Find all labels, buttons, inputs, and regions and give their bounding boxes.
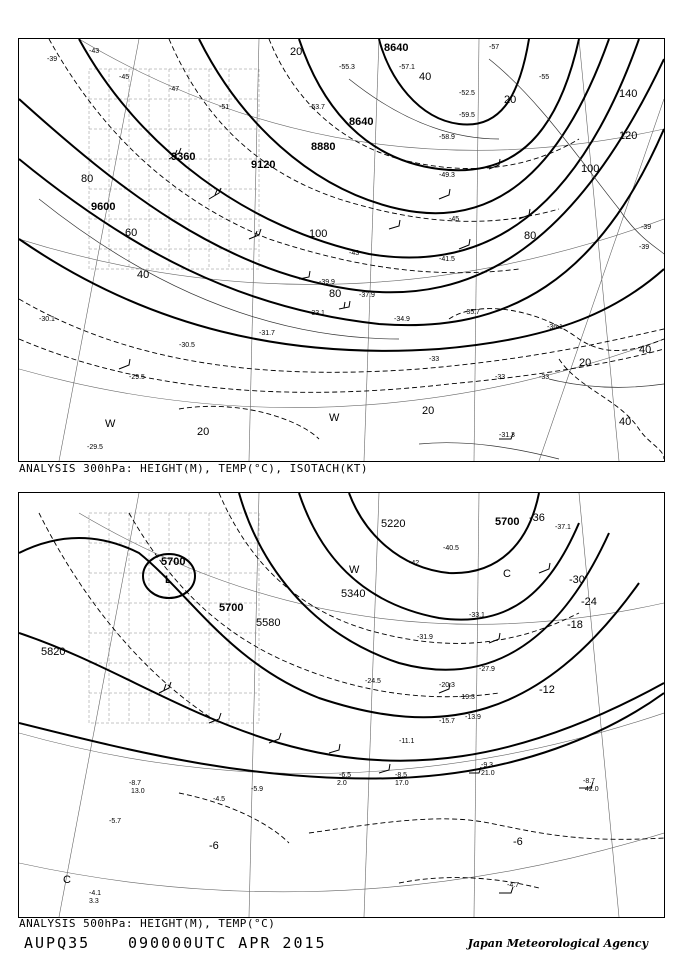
height-label-8640a: 8640 [384, 42, 409, 54]
isotach-label: 40 [419, 71, 432, 83]
temp-label: -39 [639, 244, 650, 251]
temp-label: -39 [47, 56, 58, 63]
temp-label: -5.7 [109, 818, 122, 825]
caption-300hpa: ANALYSIS 300hPa: HEIGHT(M), TEMP(°C), ISOTACH(KT) [19, 462, 369, 475]
temp-contour-label: -24 [581, 596, 597, 608]
isotach-label: 40 [137, 269, 150, 281]
temp-label: -57 [489, 44, 500, 51]
temp-label: -45 [119, 74, 130, 81]
temp-label: -39 [641, 224, 652, 231]
isotach-label: 80 [524, 230, 537, 242]
temp-label: 21.0 [481, 770, 495, 777]
temp-label: -4.1 [89, 890, 102, 897]
temp-label: -33 [429, 356, 440, 363]
temp-label: -31.7 [259, 330, 275, 337]
temp-label: -11.1 [399, 738, 415, 745]
chart-code: AUPQ35 [24, 934, 91, 952]
map-500hpa-svg [19, 493, 664, 917]
isotach-label: 120 [619, 130, 638, 142]
temp-label: -33 [495, 374, 506, 381]
temp-contour-labels [209, 512, 597, 852]
isotach-label: 80 [329, 288, 342, 300]
temp-label: -8.7 [129, 780, 142, 787]
isotach-label: 140 [619, 88, 638, 100]
temp-label: -33.1 [309, 310, 325, 317]
isotach-label: 20 [504, 94, 517, 106]
warm-mark: W [349, 564, 360, 576]
isotach-label: 100 [581, 163, 600, 175]
temp-label: -36.1 [547, 324, 563, 331]
height-label-5700: 5700 [219, 602, 244, 614]
temp-label: -43 [349, 250, 360, 257]
temp-label: -9.3 [481, 762, 494, 769]
temp-label: 2.0 [337, 780, 347, 787]
height-labels [91, 42, 408, 213]
temp-label: 3.3 [89, 898, 99, 905]
height-label-9360: 9360 [171, 151, 196, 163]
temp-label: -31.9 [417, 634, 433, 641]
temp-label: -29.5 [129, 374, 145, 381]
temp-label: -39.9 [319, 279, 335, 286]
map-500hpa [18, 492, 665, 918]
height-label-5700b: 5700 [495, 516, 520, 528]
height-label-9120: 9120 [251, 159, 276, 171]
temp-label: -34.9 [394, 316, 410, 323]
marks [105, 412, 340, 430]
temp-label: -57.1 [399, 64, 415, 71]
temp-label: -40.5 [443, 545, 459, 552]
temp-contour-label: -6 [209, 840, 219, 852]
temp-label: -4.7 [507, 882, 520, 889]
low-mark: L [165, 574, 172, 586]
temp-label: -8.7 [583, 778, 596, 785]
temp-label: -42 [409, 560, 420, 567]
temp-contour-label: -18 [567, 619, 583, 631]
height-contours [19, 39, 664, 351]
temp-contour-label: -6 [513, 836, 523, 848]
map-300hpa-svg [19, 39, 664, 461]
isotach-label: 100 [309, 228, 328, 240]
temp-label: -35.7 [464, 309, 480, 316]
temp-label: -58.9 [439, 134, 455, 141]
temp-label: -55.3 [339, 64, 355, 71]
caption-500hpa: ANALYSIS 500hPa: HEIGHT(M), TEMP(°C) [19, 917, 276, 930]
temp-label: -31.3 [499, 432, 515, 439]
graticule [19, 39, 664, 461]
temp-label: -37.9 [359, 292, 375, 299]
cold-mark: C [503, 568, 511, 580]
isotach-label: 60 [125, 227, 138, 239]
marks [63, 564, 511, 886]
temp-contour-label: -30 [569, 574, 585, 586]
isotach-label: 80 [81, 173, 94, 185]
temp-contour-label: -36 [529, 512, 545, 524]
height-label-9600: 9600 [91, 201, 116, 213]
height-contours [19, 493, 664, 779]
height-label-5220: 5220 [381, 518, 406, 530]
temp-label: 13.0 [131, 788, 145, 795]
temp-label: -30.1 [39, 316, 55, 323]
temp-label: -6.5 [339, 772, 352, 779]
hatched-region [89, 513, 259, 723]
temp-label: -30.5 [179, 342, 195, 349]
isotach-labels [81, 46, 651, 438]
map-300hpa [18, 38, 665, 462]
temp-label: -49.3 [439, 172, 455, 179]
isotach-label: 20 [579, 357, 592, 369]
height-label-5580: 5580 [256, 617, 281, 629]
isotherms [39, 493, 664, 888]
height-label-5340: 5340 [341, 588, 366, 600]
temp-label: -15.7 [439, 718, 455, 725]
warm-mark: W [105, 418, 116, 430]
temp-label: -51 [219, 104, 230, 111]
wind-barbs [119, 148, 530, 439]
isotach-label: 20 [290, 46, 303, 58]
temp-label: -59.5 [459, 112, 475, 119]
temp-label: -24.5 [365, 678, 381, 685]
temp-label: 17.0 [395, 780, 409, 787]
height-label-8640b: 8640 [349, 116, 374, 128]
height-labels [41, 516, 519, 658]
temp-label: -45 [449, 216, 460, 223]
temp-label: -41.5 [439, 256, 455, 263]
temp-label: -29.5 [87, 444, 103, 451]
temp-label: -19.3 [459, 694, 475, 701]
temp-label: -33.1 [469, 612, 485, 619]
temp-label: -27.9 [479, 666, 495, 673]
temp-label: 42.0 [585, 786, 599, 793]
temp-label: -33 [539, 374, 550, 381]
temp-label: -8.5 [395, 772, 408, 779]
height-label-5700-low: 5700 [161, 556, 186, 568]
cold-mark: C [63, 874, 71, 886]
temp-label: -47 [169, 86, 180, 93]
temp-label: -5.9 [251, 786, 264, 793]
temp-label: -13.9 [465, 714, 481, 721]
height-label-8880: 8880 [311, 141, 336, 153]
warm-mark: W [329, 412, 340, 424]
temp-contour-label: -12 [539, 684, 555, 696]
temp-label: -55 [539, 74, 550, 81]
temp-label: -20.3 [439, 682, 455, 689]
temp-label: -43 [89, 48, 100, 55]
temp-label: -53.7 [309, 104, 325, 111]
temp-label: -4.5 [213, 796, 226, 803]
isotach-label: 20 [197, 426, 210, 438]
isotach-label: 20 [422, 405, 435, 417]
isotach-label: 40 [639, 344, 652, 356]
height-label-5820: 5820 [41, 646, 66, 658]
temp-label: -37.1 [555, 524, 571, 531]
agency-name: Japan Meteorological Agency [467, 937, 648, 950]
isotach-label: 40 [619, 416, 632, 428]
temp-label: -52.5 [459, 90, 475, 97]
valid-time: 090000UTC APR 2015 [128, 934, 327, 952]
